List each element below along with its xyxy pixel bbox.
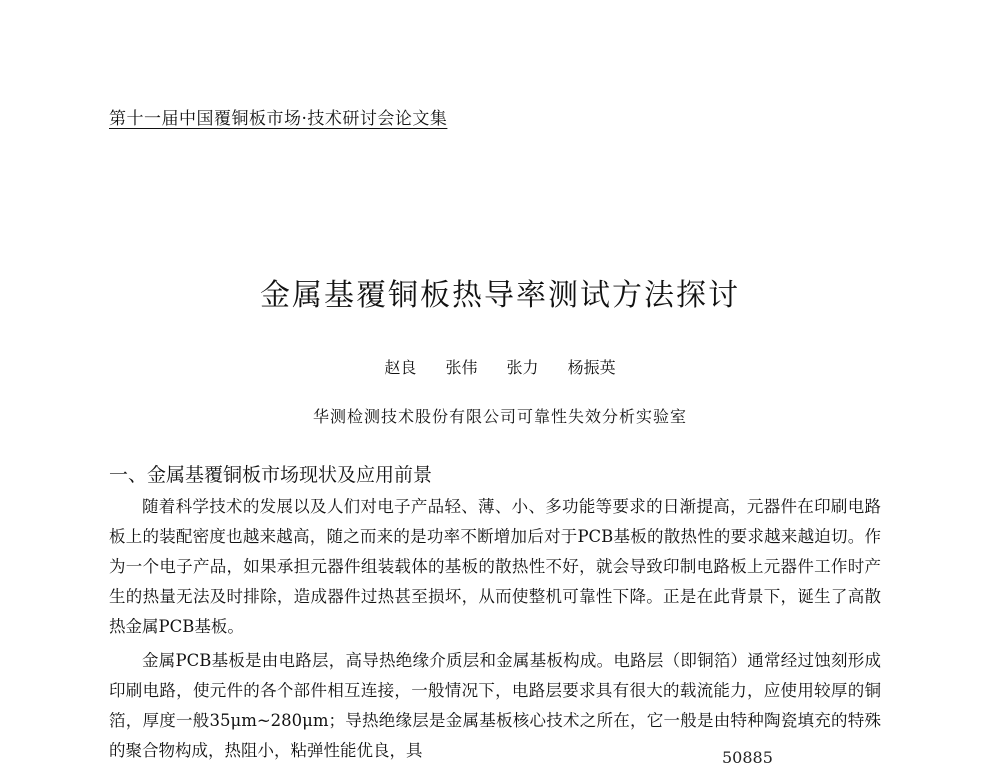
paper-title: 金属基覆铜板热导率测试方法探讨	[260, 278, 740, 313]
affiliation: 华测检测技术股份有限公司可靠性失效分析实验室	[312, 407, 687, 426]
section-heading: 一、金属基覆铜板市场现状及应用前景	[109, 464, 433, 486]
author-name: 张伟	[445, 358, 478, 377]
paragraph: 随着科学技术的发展以及人们对电子产品轻、薄、小、多功能等要求的日渐提高，元器件在印刷电路板上的装配密度也越来越高，随之而来的是功率不断增加后对于PCB基板的散热性的要求越来越迫切。作为一个电子产品，如果承担元器件组装载体的基板的散热性不好，就会导致印制电路板上元器件工作时产生的热量无法及时排除，造成器件过热甚至损坏，从而使整机可靠性下降。正是在此背景下，诞生了高散热金属PCB基板。	[109, 497, 881, 636]
paragraph: 金属PCB基板是由电路层，高导热绝缘介质层和金属基板构成。电路层（即铜箔）通常经过蚀刻形成印刷电路，使元件的各个部件相互连接，一般情况下，电路层要求具有很大的载流能力，应使用较厚的铜箔，厚度一般35μm~280μm；导热绝缘层是金属基板核心技术之所在，它一般是由特种陶瓷填充的特殊的聚合物构成，热阻小，粘弹性能优良，具	[109, 651, 881, 760]
author-name: 张力	[506, 358, 539, 377]
author-name: 杨振英	[567, 358, 616, 377]
author-name: 赵良	[384, 358, 417, 377]
running-header: 第十一届中国覆铜板市场·技术研讨会论文集	[109, 109, 448, 129]
section-body	[109, 492, 881, 770]
page-mark: 50885	[722, 748, 773, 767]
author-list	[0, 355, 1000, 378]
